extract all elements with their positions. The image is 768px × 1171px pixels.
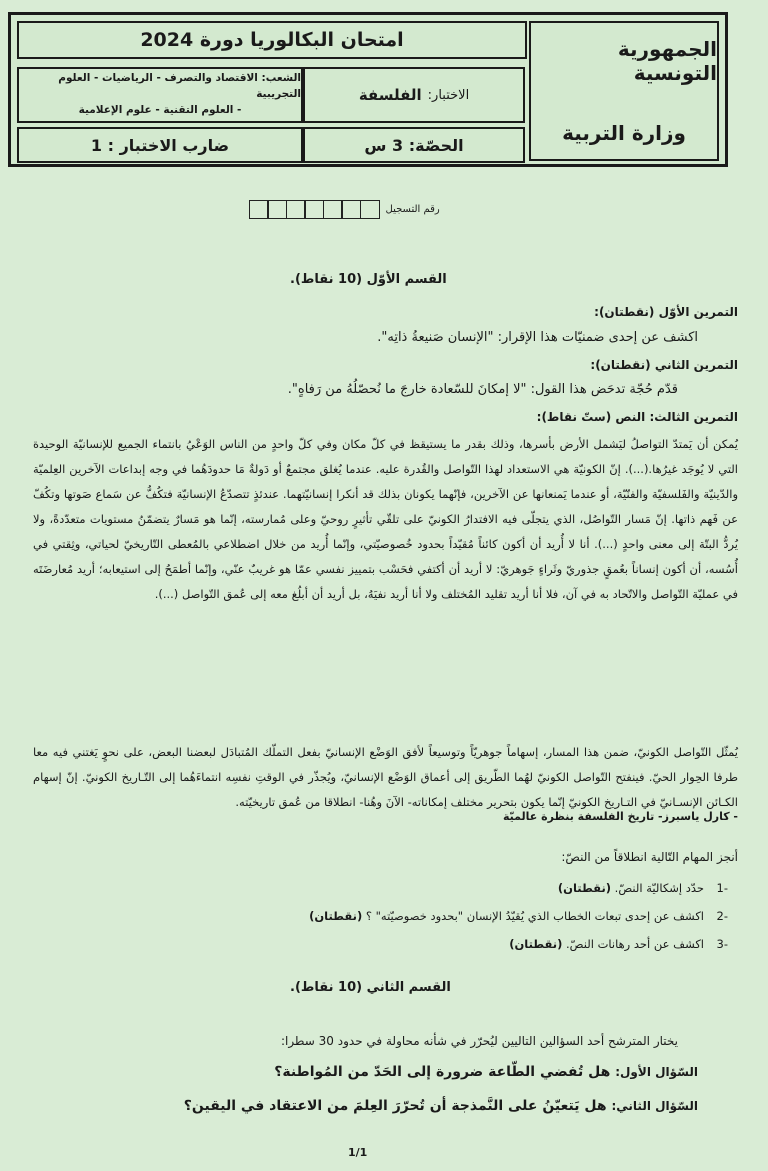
task-number: -3	[716, 937, 728, 951]
tasks-intro: أنجز المهام التّالية انطلاقاً من النصّ:	[561, 850, 738, 864]
question-2	[184, 1098, 698, 1114]
task-item	[128, 930, 728, 958]
task-points: (نقطتان)	[557, 881, 612, 895]
task-text: اكشف عن أحد رهانات النصّ.	[566, 937, 704, 951]
text-paragraph-2: يُمثّل التّواصل الكونيّ، ضمن هذا المسار، إسهاماً جوهريّاً وتوسيعاً لأفق الوَضْع الإنسانيّ بفعل التملّك المُتبادَل لبعضنا البعض، على نحوٍ يَغتني فيه معا طرفا الحِوار الحيّ. فينفتح التّواصل الكونيّ لهُما الطّريق إلى أعماق الوَضْع الإنسانيّ، ويُجذّر في الوقتِ نفسِه انتماءَهُما إلى التّـاريخ الكونيّ. إنّ إسهام الكـائن الإنسـانيّ في التـاريخ الكونيّ إنّما يكون بتحرير مختلف إمكاناته- الآنَ وهُنا- انطلاقا من عُمق تاريخيّته.	[33, 745, 738, 809]
part2-title: القسم الثاني (10 نقاط).	[290, 980, 451, 995]
ex2-text: قدّم حُجّة تدحَض هذا القول: "لا إمكانَ للسّعادة خارجَ ما نُحصّلُهُ من رَفاهٍ".	[287, 382, 678, 397]
task-points: (نقطتان)	[509, 937, 563, 951]
branches-line-1: الشعب: الاقتصاد والتصرف - الرياضيات - العلوم التجريبية	[58, 72, 301, 101]
ex1-title: التمرين الأوّل (نقطتان):	[594, 305, 738, 319]
branches-line-2: - العلوم التقنية - علوم الإعلامية	[78, 103, 242, 116]
issuer-cell	[529, 21, 719, 161]
task-item	[128, 902, 728, 930]
registration-box	[360, 200, 380, 219]
branches-cell	[17, 67, 303, 123]
part1-title: القسم الأوّل (10 نقاط).	[290, 272, 447, 287]
question-1	[274, 1064, 698, 1080]
question-1-text: هل تُفضي الطّاعة ضرورة إلى الحَدّ من المُواطنة؟	[274, 1064, 611, 1080]
part2-intro: يختار المترشح أحد السؤالين التاليين ليُحرّر في شأنه محاولة في حدود 30 سطرا:	[280, 1034, 678, 1048]
subject-label: الاختبار:	[427, 87, 470, 103]
registration-box	[341, 200, 361, 219]
ex3-title: التمرين الثالث: النص (ستّ نقاط):	[536, 410, 738, 424]
task-text: اكشف عن إحدى تبعات الخطاب الذي يُقيّدُ الإنسان "بحدود خصوصيّته" ؟	[365, 909, 704, 923]
registration-box	[267, 200, 287, 219]
registration-box	[286, 200, 306, 219]
registration-boxes	[250, 200, 380, 219]
question-2-label: السّؤال الثاني:	[611, 1099, 698, 1113]
registration-box	[304, 200, 324, 219]
tasks-list	[128, 874, 728, 958]
task-item	[128, 874, 728, 902]
task-number: -2	[716, 909, 728, 923]
registration-number	[250, 200, 440, 219]
duration: الحصّة: 3 س	[303, 127, 525, 163]
registration-box	[249, 200, 269, 219]
question-2-text: هل يَتعيّنُ على النَّمذجة أن تُحرّرَ العِلمَ من الاعتقاد في اليقين؟	[183, 1098, 607, 1114]
question-1-label: السّؤال الأول:	[615, 1065, 698, 1079]
task-text: حدّد إشكاليّة النصّ.	[614, 881, 704, 895]
exam-title: امتحان البكالوريا دورة 2024	[17, 21, 527, 59]
subject-name: الفلسفة	[358, 86, 422, 104]
exam-header	[8, 12, 728, 167]
registration-label: رقم التسجيل	[385, 204, 440, 215]
task-points: (نقطتان)	[309, 909, 363, 923]
ministry-name: وزارة التربية	[562, 121, 686, 145]
registration-box	[323, 200, 343, 219]
task-number: -1	[716, 881, 728, 895]
page-number: 1/1	[348, 1146, 368, 1159]
ex1-text: اكشف عن إحدى ضمنيّات هذا الإقرار: "الإنسان صَنيعةُ ذاتِه".	[377, 330, 698, 345]
ex2-title: التمرين الثاني (نقطتان):	[590, 358, 738, 372]
text-paragraph-1: يُمكن أن يَمتدّ التواصلُ ليَشمل الأرض بأسرها، وذلك بقدر ما يستيقظ في كلّ مكان وفي كلّ واحدٍ من الناس الوَعْيُ بانتماء الجميع للإنسانيّة الوحيدة التي لا يُوجَد غيرُها.(...). إنّ الكونيّة هي الاستعداد لهذا التّواصل والقُدرة عليه. عندما يُغلق مجتمعٌ أو دَولةٌ مَا حدودَهُما في وجه إبداعات الآخرين العِلميّة والدّينيّة والفَلسفيّة والفنّيّة، أو عندما يَمنعانها عن الآخرين، فإنّهما يكونان بذلك قد أنكرا إنسانيّتهما. عندئذٍ تتصدّعُ الإنسانيّة فتكُفُّ عن سَماع صَوتها وتكُفّ عن فَهم ذاتها. إنّ مَسار التّواصُل، الذي يتجلّى فيه الافتدارُ الكونيّ على تلقّي تأثيرٍ روحيّ وعلى مُمارسته، إنّما هو مَسارٌ يتضمّنُ مستويات متعدّدةً، ولا يُردُّ البتّة إلى معنى واحدٍ (...). أنا لا أُريد أن أكون كائناً مُقيّداً بحدود خُصوصيّتي، وإنّما أُريد من خلال اضطلاعي بالمُعطى التّاريخيّ لحياتي، وثِقتي في أُسُسه، أن أكون إنساناً بعُمقٍ جذوريّ وثَراءٍ جَوهريّ: لا أريد أن أكتفي فحَسْب بتمييز نفسي عمّا هو غريبٌ عنّي، وإنّما أطمَحُ إلى استيعابه؛ أريد مُعارضَتَه في عمليّة التّواصل والاتّحاد به في آن، فلا أنا أريد تقليد المُختلف ولا أنا أريد نفيَهُ، بل أريد أن أبلُغ معه إلى عُمق التّواصل (...).	[33, 437, 738, 601]
coefficient: ضارب الاختبار : 1	[17, 127, 303, 163]
subject-cell	[303, 67, 525, 123]
republic-name: الجمهورية التونسية	[617, 37, 717, 85]
text-source: - كارل ياسبرز- تاريخ الفلسفة بنظرة عالميّة	[503, 810, 738, 823]
